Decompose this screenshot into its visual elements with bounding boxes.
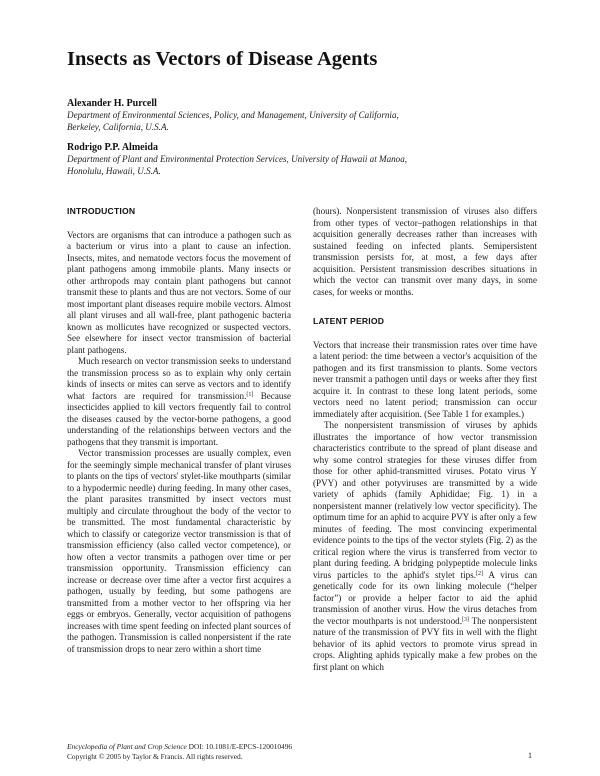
paragraph: Vectors are organisms that can introduce a pathogen such as a bacterium or virus into a plant to cause an infection. Insects, mites, and nematode vectors focus the movement of plant pathogens among immobile plants. Many insects or other arthropods may contain plant pathogens but cannot transmit these to plants and thus are not vectors. Some of our most important plant diseases require mobile vectors. Almost all plant viruses and all wall-free, plant pathogenic bacteria known as mollicutes have recognized or suspected vectors. See elsewhere for insect vector transmission of bacterial plant pathogens. xyxy=(67,229,291,355)
paragraph xyxy=(313,420,537,673)
author-name-1: Alexander H. Purcell xyxy=(67,98,157,109)
citation-ref[interactable]: [3] xyxy=(461,616,469,623)
doi-text: DOI: 10.1081/E-EPCS-120010496 xyxy=(186,742,293,751)
author-name-2: Rodrigo P.P. Almeida xyxy=(67,142,158,153)
page-footer xyxy=(67,742,535,761)
paragraph-text: The nonpersistent nature of the transmission of PVY fits in well with the flight behavior of its aphid vectors to promote virus spread in crops. Alighting aphids typically make a few probes on the first plant on which xyxy=(313,615,537,672)
paragraph: (hours). Nonpersistent transmission of viruses also differs from other types of vector–pathogen relationships in that acquisition generally decreases rather than increases with sustained feeding on infected plants. Semipersistent transmission persists for, at most, a few days after acquisition. Persistent transmission describes situations in which the vector can transmit over many days, in some cases, for weeks or months. xyxy=(313,206,537,297)
section-heading-latent-period: LATENT PERIOD xyxy=(313,316,385,326)
copyright-text: Copyright © 2005 by Taylor & Francis. All rights reserved. xyxy=(67,751,243,761)
footer-citation xyxy=(67,742,535,752)
affiliation-line: Department of Plant and Environmental Protection Services, University of Hawaii at Manoa, xyxy=(67,154,408,164)
page-number: 1 xyxy=(528,751,532,760)
right-column xyxy=(313,206,537,673)
citation-ref[interactable]: [1] xyxy=(246,391,254,398)
affiliation-line: Department of Environmental Sciences, Policy, and Management, University of California, xyxy=(67,110,399,120)
journal-name: Encyclopedia of Plant and Crop Science xyxy=(67,742,187,751)
left-column xyxy=(67,206,291,655)
paragraph xyxy=(67,356,291,448)
affiliation-line: Honolulu, Hawaii, U.S.A. xyxy=(67,165,161,176)
article-title: Insects as Vectors of Disease Agents xyxy=(67,48,378,70)
affiliation-line: Berkeley, California, U.S.A. xyxy=(67,121,169,132)
author-affiliation-1 xyxy=(67,110,537,133)
paragraph: Vector transmission processes are usually complex, even for the seemingly simple mechanical transfer of plant viruses to plants on the tips of vectors' stylet-like mouthparts (similar to a hypodermic needle) during feeding. In many other cases, the plant parasites transmitted by insect vectors must multiply and circulate throughout the body of the vector to be transmitted. The most fundamental characteristic by which to classify or categorize vector transmission is that of transmission efficiency (also called vector competence), or how often a vector transmits a pathogen over time or per transmission opportunity. Transmission efficiency can increase or decrease over time after a vector first acquires a pathogen, usually by feeding, but some pathogens are transmitted from a mother vector to her offspring via her eggs or embryos. Generally, vector acquisition of pathogens increases with time spent feeding on infected plant sources of the pathogen. Transmission is called nonpersistent if the rate of transmission drops to near zero within a short time xyxy=(67,448,291,654)
paragraph-text: The nonpersistent transmission of viruses by aphids illustrates the importance of how vector transmission characteristics contribute to the spread of plant disease and why some control strategies for these viruses differ from those for other aphid-transmitted viruses. Potato virus Y (PVY) and other potyviruses are transmitted by a wide variety of aphids (family Aphididae; Fig. 1) in a nonpersistent manner (relatively low vector specificity). The optimum time for an aphid to acquire PVY is after only a few minutes of feeding. The most convincing experimental evidence points to the tips of the vector stylets (Fig. 2) as the critical region where the virus is transferred from vector to plant during feeding. A bridging polypeptide molecule links virus particles to the aphid's stylet tips. xyxy=(313,420,537,580)
author-affiliation-2 xyxy=(67,154,537,177)
paragraph: Vectors that increase their transmission rates over time have a latent period: the time between a vector's acquisition of the pathogen and its first transmission to plants. Some vectors never transmit a pathogen until days or weeks after they first acquire it. In contrast to these long latent periods, some vectors need no latent period; transmission can occur immediately after acquisition. (See Table 1 for examples.) xyxy=(313,339,537,419)
section-heading-introduction: INTRODUCTION xyxy=(67,206,136,216)
paragraph-text: Much research on vector transmission seeks to understand the transmission process so as to explain why only certain kinds of insects or mites can serve as vectors and to identify what factors are required for transmission. xyxy=(67,356,291,401)
paragraph-text: A virus can genetically code for its own linking molecule (“helper factor”) or provide a helper factor to aid the aphid transmission of another virus. How the virus detaches from the vector mouthparts is not understood. xyxy=(313,569,537,626)
paragraph-text: Because insecticides applied to kill vectors frequently fail to control the diseases caused by the vector-borne pathogens, a good understanding of the relationships between vectors and the pathogens that they transmit is important. xyxy=(67,390,291,447)
citation-ref[interactable]: [2] xyxy=(475,570,483,577)
